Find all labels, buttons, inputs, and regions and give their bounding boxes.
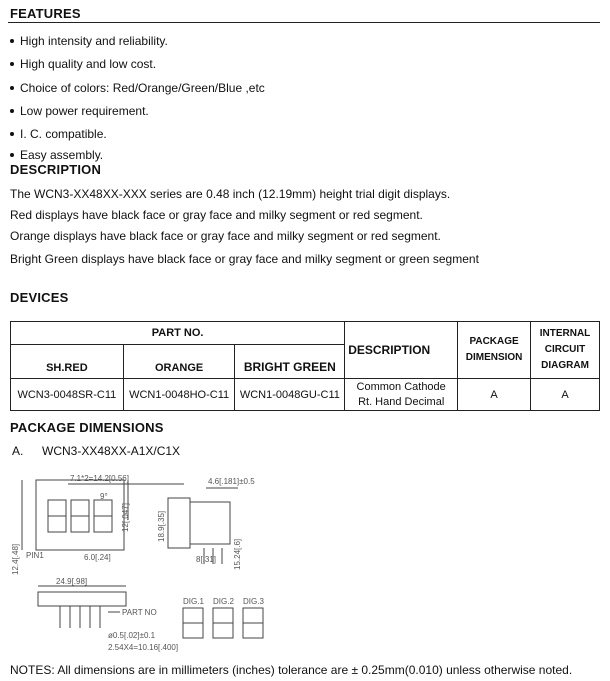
bright-green-header: BRIGHT GREEN [235, 345, 345, 379]
cell-bright-green: WCN1-0048GU-C11 [235, 379, 345, 411]
description-line: Red displays have black face or gray face and milky segment or red segment. [10, 208, 423, 222]
package-item-letter: A. [12, 444, 24, 458]
sh-red-header: SH.RED [11, 345, 124, 379]
feature-item: Easy assembly. [10, 148, 103, 162]
dim-pin-len: 8[.31] [196, 555, 217, 564]
dim-base-w: 24.9[.98] [56, 577, 88, 586]
bullet-icon [10, 86, 14, 90]
top-rule [8, 22, 600, 23]
dig3-label: DIG.3 [243, 597, 264, 606]
dim-height-small: 12[.047] [121, 503, 130, 532]
dig1-label: DIG.1 [183, 597, 204, 606]
description-line: The WCN3-XX48XX-XXX series are 0.48 inch (12.19mm) height trial digit displays. [10, 187, 451, 201]
description-line: Bright Green displays have black face or gray face and milky segment or green segment [10, 252, 479, 266]
dim-side-top: 4.6[.181]±0.5 [208, 477, 255, 486]
devices-table [10, 321, 600, 411]
cell-orange: WCN1-0048HO-C11 [123, 379, 235, 411]
bullet-icon [10, 153, 14, 157]
bullet-icon [10, 132, 14, 136]
feature-item: High intensity and reliability. [10, 34, 168, 48]
devices-heading: DEVICES [10, 290, 69, 305]
bullet-icon [10, 109, 14, 113]
dim-side-height: 18.9[.35] [157, 510, 166, 542]
package-dimension-header: PACKAGE DIMENSION [458, 322, 531, 379]
cell-sh-red: WCN3-0048SR-C11 [11, 379, 124, 411]
orange-header: ORANGE [123, 345, 235, 379]
dim-pin-dia: ø0.5[.02]±0.1 [108, 631, 156, 640]
feature-item: Low power requirement. [10, 104, 149, 118]
dig2-label: DIG.2 [213, 597, 234, 606]
cell-internal-circuit: A [531, 379, 600, 411]
internal-circuit-header: INTERNAL CIRCUIT DIAGRAM [531, 322, 600, 379]
dim-seg-h: 9° [100, 492, 108, 501]
feature-item: Choice of colors: Red/Orange/Green/Blue ,etc [10, 81, 265, 95]
dim-top-width: 7.1*2=14.2[0.56] [70, 474, 129, 483]
description-line: Orange displays have black face or gray face and milky segment or red segment. [10, 229, 441, 243]
bullet-icon [10, 39, 14, 43]
part-no-label: PART NO [122, 608, 157, 617]
feature-item: High quality and low cost. [10, 57, 156, 71]
package-heading: PACKAGE DIMENSIONS [10, 420, 164, 435]
bullet-icon [10, 62, 14, 66]
side-view-body [168, 498, 190, 548]
description-heading: DESCRIPTION [10, 162, 102, 177]
package-dimension-drawing [8, 470, 308, 660]
bottom-view-body [38, 592, 126, 606]
dim-full-h: 15.24[.6] [233, 538, 242, 570]
package-item-model: WCN3-XX48XX-A1X/C1X [42, 444, 181, 458]
features-heading: FEATURES [10, 6, 81, 21]
notes-text: NOTES: All dimensions are in millimeters (inches) tolerance are ± 0.25mm(0.010) unless otherwise noted. [10, 663, 573, 677]
part-no-header: PART NO. [11, 322, 345, 345]
cell-package-dimension: A [458, 379, 531, 411]
feature-item: I. C. compatible. [10, 127, 107, 141]
dim-pitch: 2.54X4=10.16[.400] [108, 643, 179, 652]
description-line1: Common Cathode [356, 380, 446, 393]
front-view-body [36, 480, 124, 550]
pin1-label: PIN1 [26, 551, 44, 560]
dim-height-left: 12.4[.48] [11, 543, 20, 575]
dim-digit-w: 6.0[.24] [84, 553, 111, 562]
cell-description [345, 379, 458, 411]
description-line2: Rt. Hand Decimal [358, 395, 445, 408]
description-header: DESCRIPTION [345, 322, 458, 379]
